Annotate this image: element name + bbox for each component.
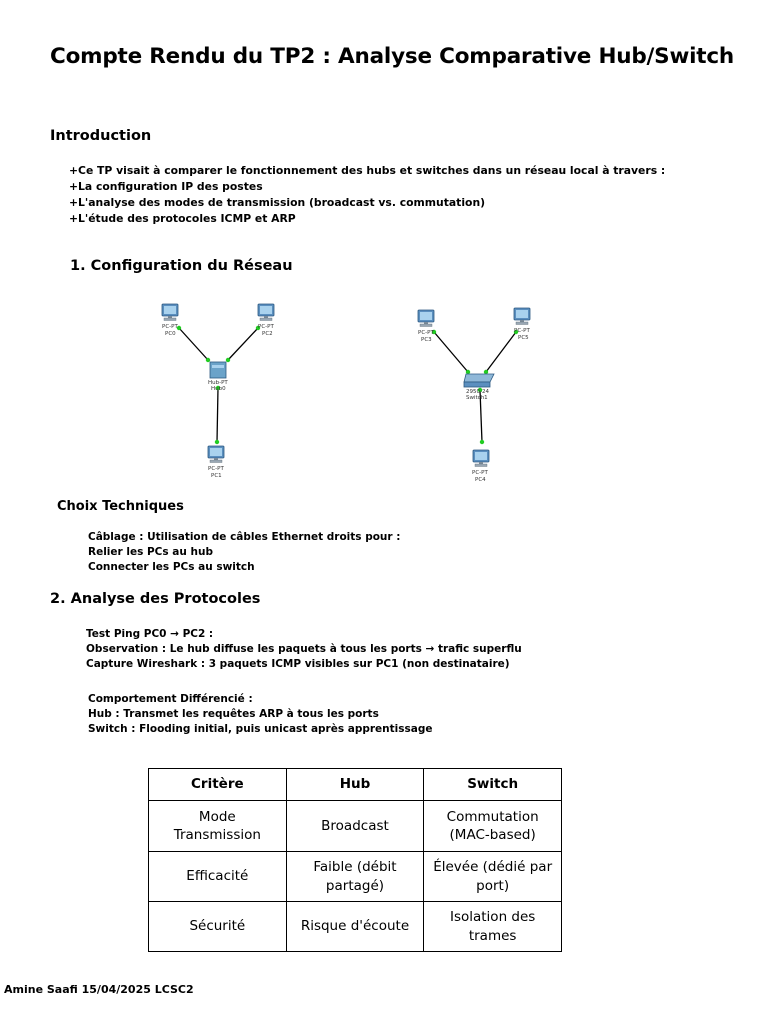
introduction-list	[69, 163, 665, 227]
section2-heading: 2. Analyse des Protocoles	[50, 591, 261, 607]
computer-icon	[162, 304, 178, 321]
comparison-table	[148, 768, 562, 952]
pc1-name-label: PC1	[211, 473, 222, 479]
computer-icon	[473, 450, 489, 467]
table-cell: Sécurité	[149, 902, 287, 952]
table-cell: Élevée (dédié par port)	[424, 852, 562, 902]
pc0-type-label: PC-PT	[162, 324, 178, 330]
pc3-name-label: PC3	[421, 337, 432, 343]
switch-name-label: Switch1	[466, 395, 488, 401]
pc2-name-label: PC2	[262, 331, 273, 337]
ping-line: Capture Wireshark : 3 paquets ICMP visibles sur PC1 (non destinataire)	[86, 658, 510, 670]
ping-list	[86, 627, 522, 672]
hub0-node	[208, 362, 228, 392]
computer-icon	[418, 310, 434, 327]
pc4-node	[472, 450, 489, 483]
hub-icon	[210, 362, 226, 378]
choix-heading: Choix Techniques	[57, 499, 184, 514]
computer-icon	[514, 308, 530, 325]
computer-icon	[208, 446, 224, 463]
table-header-row	[149, 769, 562, 801]
footer-author: Amine Saafi 15/04/2025 LCSC2	[4, 983, 194, 996]
table-cell: Risque d'écoute	[286, 902, 424, 952]
introduction-line: +La configuration IP des postes	[69, 180, 263, 193]
pc4-name-label: PC4	[475, 477, 486, 483]
table-cell: Isolation des trames	[424, 902, 562, 952]
choix-line: Câblage : Utilisation de câbles Ethernet droits pour :	[88, 531, 401, 543]
hub-name-label: Hub0	[211, 386, 226, 392]
table-header-cell: Critère	[149, 769, 287, 801]
choix-line: Connecter les PCs au switch	[88, 561, 255, 573]
pc2-type-label: PC-PT	[258, 324, 274, 330]
pc1-node	[208, 446, 224, 479]
comportement-list	[88, 692, 433, 737]
choix-line: Relier les PCs au hub	[88, 546, 213, 558]
pc3-node	[418, 310, 434, 343]
hub-type-label: Hub-PT	[208, 380, 228, 386]
ping-line: Observation : Le hub diffuse les paquets à tous les ports → trafic superflu	[86, 643, 522, 655]
switch-type-label: 2950-24	[466, 389, 489, 395]
switch1-node	[464, 374, 494, 401]
table-header-cell: Hub	[286, 769, 424, 801]
switch-icon	[464, 374, 494, 382]
pc5-name-label: PC5	[518, 335, 529, 341]
section1-heading: 1. Configuration du Réseau	[70, 258, 293, 274]
pc0-node	[162, 304, 178, 337]
introduction-heading: Introduction	[50, 128, 152, 144]
comportement-line: Hub : Transmet les requêtes ARP à tous les ports	[88, 708, 379, 720]
pc1-type-label: PC-PT	[208, 466, 224, 472]
pc4-type-label: PC-PT	[472, 470, 488, 476]
pc2-node	[258, 304, 274, 337]
table-row	[149, 852, 562, 902]
comportement-line: Comportement Différencié :	[88, 693, 253, 705]
table-cell: Commutation (MAC-based)	[424, 801, 562, 852]
table-cell: Faible (débit partagé)	[286, 852, 424, 902]
computer-icon	[258, 304, 274, 321]
table-row	[149, 902, 562, 952]
pc5-type-label: PC-PT	[514, 328, 530, 334]
page-title: Compte Rendu du TP2 : Analyse Comparative Hub/Switch	[50, 44, 735, 69]
pc3-type-label: PC-PT	[418, 330, 434, 336]
pc0-name-label: PC0	[165, 331, 176, 337]
table-cell: Efficacité	[149, 852, 287, 902]
introduction-line: +Ce TP visait à comparer le fonctionnement des hubs et switches dans un réseau local à travers :	[69, 164, 666, 177]
pc5-node	[514, 308, 530, 341]
table-cell: Mode Transmission	[149, 801, 287, 852]
table-header-cell: Switch	[424, 769, 562, 801]
introduction-line: +L'analyse des modes de transmission (broadcast vs. commutation)	[69, 196, 486, 209]
table-row	[149, 801, 562, 852]
introduction-line: +L'étude des protocoles ICMP et ARP	[69, 212, 296, 225]
ping-line: Test Ping PC0 → PC2 :	[86, 628, 214, 640]
table-cell: Broadcast	[286, 801, 424, 852]
network-diagram	[0, 290, 768, 490]
comportement-line: Switch : Flooding initial, puis unicast après apprentissage	[88, 723, 433, 735]
choix-list	[88, 530, 400, 575]
